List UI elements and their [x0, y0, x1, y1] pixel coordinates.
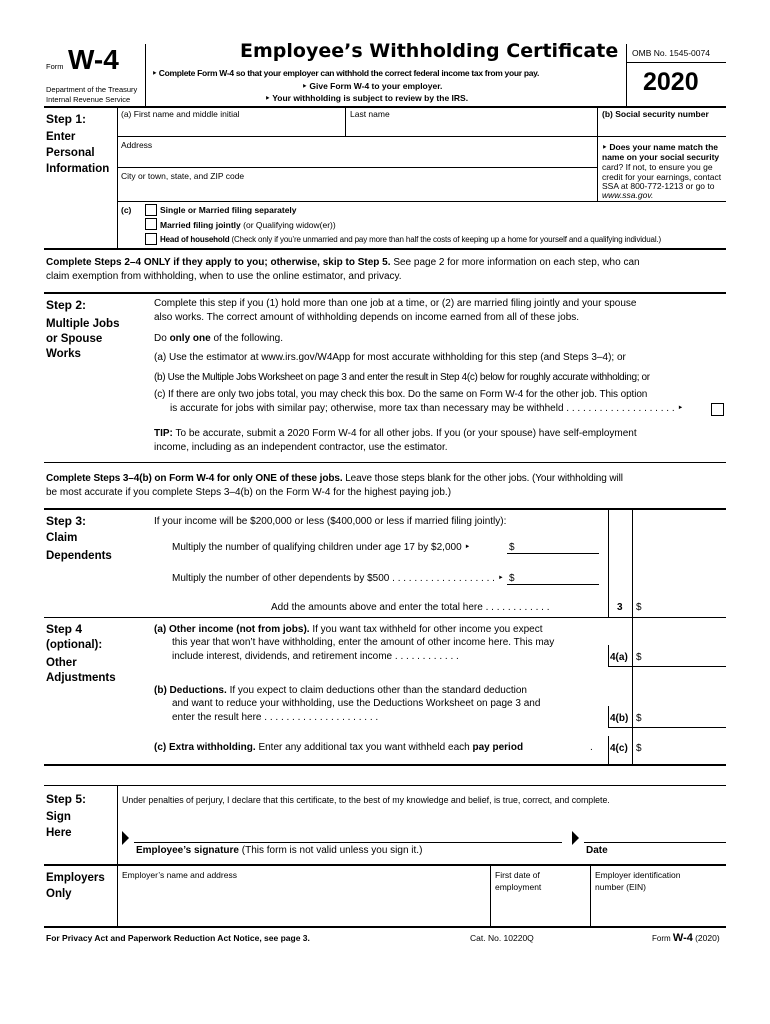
step4a-line-3: include interest, dividends, and retirement income . . . . . . . . . . . . — [172, 651, 459, 662]
form-title: Employee’s Withholding Certificate — [240, 40, 619, 62]
tax-year: 2020 — [643, 68, 699, 96]
dept-irs: Internal Revenue Service — [46, 95, 131, 104]
ssn-note-5: SSA at 800-772-1213 or go to — [602, 181, 715, 191]
ssn-note-4: credit for your earnings, contact — [602, 172, 722, 182]
head-of-household-checkbox[interactable] — [145, 233, 157, 245]
address-label: Address — [121, 140, 153, 150]
line-4b-number: 4(b) — [610, 713, 629, 724]
ssn-note-1: ‣ Does your name match the — [602, 142, 719, 152]
step2-title-2: or Spouse — [46, 333, 103, 345]
ssn-note-2: name on your social security — [602, 152, 720, 162]
line-4a-number: 4(a) — [610, 652, 628, 663]
tip-label: TIP: — [154, 428, 173, 439]
complete-note-rest: See page 2 for more information on each step, who can — [393, 257, 640, 268]
line-4b-dollar: $ — [636, 713, 642, 724]
catalog-number: Cat. No. 10220Q — [470, 933, 534, 943]
step2-of-following: of the following. — [213, 333, 283, 344]
ssn-note-3: card? If not, to ensure you ge — [602, 162, 713, 172]
ssn-field[interactable] — [598, 118, 726, 136]
footer-form-label: Form — [652, 934, 671, 943]
footer-form-name: W-4 — [672, 932, 693, 944]
step4-optional: (optional): — [46, 639, 103, 651]
two-jobs-checkbox[interactable] — [711, 403, 724, 416]
tip-text-1: To be accurate, submit a 2020 Form W-4 for all other jobs. If you (or your spouse) have self-employment — [175, 428, 637, 439]
employers-title-1: Employers — [46, 872, 105, 884]
step5-label: Step 5: — [46, 792, 87, 806]
step2-option-c-2: is accurate for jobs with similar pay; otherwise, more tax than necessary may be withheld . . . . . . . . . . . . . . . . . . . . ‣ — [170, 403, 684, 414]
line-3-number: 3 — [617, 602, 623, 613]
line-4c-number: 4(c) — [610, 743, 628, 754]
form-name: W-4 — [68, 44, 119, 75]
step2-option-b: (b) Use the Multiple Jobs Worksheet on page 3 and enter the result in Step 4(c) below for roughly accurate withholding; or — [154, 372, 650, 383]
step4-title-2: Adjustments — [46, 672, 116, 684]
step1-title-3: Information — [46, 163, 110, 175]
privacy-notice: For Privacy Act and Paperwork Reduction Act Notice, see page 3. — [46, 933, 310, 943]
step4b-rest: If you expect to claim deductions other than the standard deduction — [229, 685, 527, 696]
step3-other-line: Multiply the number of other dependents by $500 . . . . . . . . . . . . . . . . . . . ‣ — [172, 573, 504, 584]
signature-note: (This form is not valid unless you sign it.) — [241, 845, 423, 856]
omb-number: OMB No. 1545-0074 — [632, 48, 710, 58]
first-name-field[interactable] — [118, 118, 345, 136]
qualifying-children-amount[interactable] — [515, 538, 599, 553]
first-name-label: (a) First name and middle initial — [121, 109, 240, 119]
step4-label: Step 4 — [46, 622, 83, 636]
complete-note2-2: be most accurate if you complete Steps 3–4(b) on the Form W-4 for the highest paying job.) — [46, 487, 452, 498]
step2-title-3: Works — [46, 348, 81, 360]
complete-note-2: claim exemption from withholding, when to use the online estimator, and privacy. — [46, 271, 402, 282]
step3-other-dollar: $ — [509, 573, 515, 584]
employee-signature-field[interactable] — [136, 822, 560, 842]
step2-title-1: Multiple Jobs — [46, 318, 120, 330]
step4a-rest: If you want tax withheld for other income you expect — [312, 624, 543, 635]
footer-year: (2020) — [695, 933, 720, 943]
filing-status-label: (c) — [121, 205, 132, 215]
step2-para-2: also works. The correct amount of withholding depends on income earned from all of these jobs. — [154, 312, 580, 323]
step4c-pay-period: pay period — [472, 742, 524, 753]
date-label: Date — [586, 845, 608, 856]
instruction-1: ‣ Complete Form W-4 so that your employer can withhold the correct federal income tax from your pay. — [152, 68, 540, 78]
other-income-amount[interactable] — [645, 647, 725, 665]
extra-withholding-amount[interactable] — [645, 738, 725, 758]
single-option: Single or Married filing separately — [160, 205, 297, 215]
instruction-2: ‣ Give Form W-4 to your employer. — [302, 81, 443, 91]
instruction-3: ‣ Your withholding is subject to review by the IRS. — [265, 93, 469, 103]
dept-treasury: Department of the Treasury — [46, 85, 138, 94]
ein-label-2: number (EIN) — [595, 882, 647, 892]
step3-title-1: Claim — [46, 532, 78, 544]
step4b-line-2: and want to reduce your withholding, use the Deductions Worksheet on page 3 and — [172, 698, 541, 709]
step4a-line-2: this year that won’t have withholding, enter the amount of other income here. This may — [172, 637, 555, 648]
step4c-dot: . — [590, 742, 593, 753]
first-date-employment-field[interactable] — [491, 895, 589, 926]
tip-text-2: income, including as an independent contractor, use the estimator. — [154, 442, 448, 453]
step4b-line-3: enter the result here . . . . . . . . . . . . . . . . . . . . . — [172, 712, 379, 723]
step4c-rest: Enter any additional tax you want withheld each — [258, 742, 470, 753]
step5-title-2: Here — [46, 827, 72, 839]
step4a-bold: (a) Other income (not from jobs). — [154, 624, 310, 635]
first-date-label-1: First date of — [495, 870, 540, 880]
step2-option-c-1: (c) If there are only two jobs total, you may check this box. Do the same on Form W-4 for the other job. This option — [154, 389, 648, 400]
line-4c-dollar: $ — [636, 743, 642, 754]
line-3-dollar: $ — [636, 602, 642, 613]
step4c-bold: (c) Extra withholding. — [154, 742, 256, 753]
other-dependents-amount[interactable] — [515, 569, 599, 584]
ssn-note-6: www.ssa.gov. — [602, 190, 654, 200]
step1-label: Step 1: — [46, 112, 87, 126]
complete-note2-rest: Leave those steps blank for the other jobs. (Your withholding will — [345, 473, 623, 484]
married-option: Married filing jointly — [160, 220, 241, 230]
step3-label: Step 3: — [46, 514, 87, 528]
step3-title-2: Dependents — [46, 550, 112, 562]
step3-children-line: Multiply the number of qualifying children under age 17 by $2,000 ‣ — [172, 542, 471, 553]
complete-note-bold: Complete Steps 2–4 ONLY if they apply to you; otherwise, skip to Step 5. — [46, 257, 391, 268]
perjury-statement: Under penalties of perjury, I declare that this certificate, to the best of my knowledge and belief, is true, correct, and complete. — [122, 795, 610, 805]
married-option-note: (or Qualifying widow(er)) — [243, 220, 336, 230]
last-name-field[interactable] — [346, 118, 596, 136]
line-4a-dollar: $ — [636, 652, 642, 663]
hoh-option: Head of household — [160, 235, 230, 244]
ein-field[interactable] — [591, 895, 725, 926]
step1-title-2: Personal — [46, 147, 95, 159]
form-label: Form — [46, 62, 64, 71]
city-field[interactable] — [118, 181, 596, 201]
employers-title-2: Only — [46, 888, 72, 900]
deductions-amount[interactable] — [645, 708, 725, 726]
step3-intro: If your income will be $200,000 or less ($400,000 or less if married filing jointly): — [154, 516, 507, 527]
ssn-label: (b) Social security number — [602, 109, 709, 119]
employer-name-address-field[interactable] — [118, 882, 490, 926]
step4b-bold: (b) Deductions. — [154, 685, 227, 696]
step3-total-line: Add the amounts above and enter the total here . . . . . . . . . . . . — [271, 602, 550, 613]
employer-name-label: Employer’s name and address — [122, 870, 237, 880]
signature-arrow-icon — [122, 831, 129, 845]
step2-option-a: (a) Use the estimator at www.irs.gov/W4App for most accurate withholding for this step (and Steps 3–4); or — [154, 352, 626, 363]
first-date-label-2: employment — [495, 882, 542, 892]
complete-note2-bold: Complete Steps 3–4(b) on Form W-4 for only ONE of these jobs. — [46, 473, 343, 484]
step4-title-1: Other — [46, 657, 77, 669]
city-label: City or town, state, and ZIP code — [121, 171, 245, 181]
last-name-label: Last name — [350, 109, 390, 119]
line-3-amount[interactable] — [645, 598, 725, 616]
step1-title-1: Enter — [46, 131, 76, 143]
step3-children-dollar: $ — [509, 542, 515, 553]
step2-label: Step 2: — [46, 298, 87, 312]
date-arrow-icon — [572, 831, 579, 845]
step2-only-one: only one — [169, 333, 211, 344]
signature-date-field[interactable] — [586, 822, 724, 842]
step5-title-1: Sign — [46, 811, 71, 823]
step2-para-1: Complete this step if you (1) hold more than one job at a time, or (2) are married filing jointly and your spouse — [154, 298, 637, 309]
address-field[interactable] — [118, 150, 596, 167]
single-checkbox[interactable] — [145, 204, 157, 216]
married-checkbox[interactable] — [145, 218, 157, 230]
hoh-option-note: (Check only if you’re unmarried and pay more than half the costs of keeping up a home for yourself and a qualifying individual.) — [231, 235, 662, 244]
ein-label-1: Employer identification — [595, 870, 681, 880]
signature-label: Employee’s signature — [136, 845, 239, 856]
step2-do: Do — [154, 333, 167, 344]
